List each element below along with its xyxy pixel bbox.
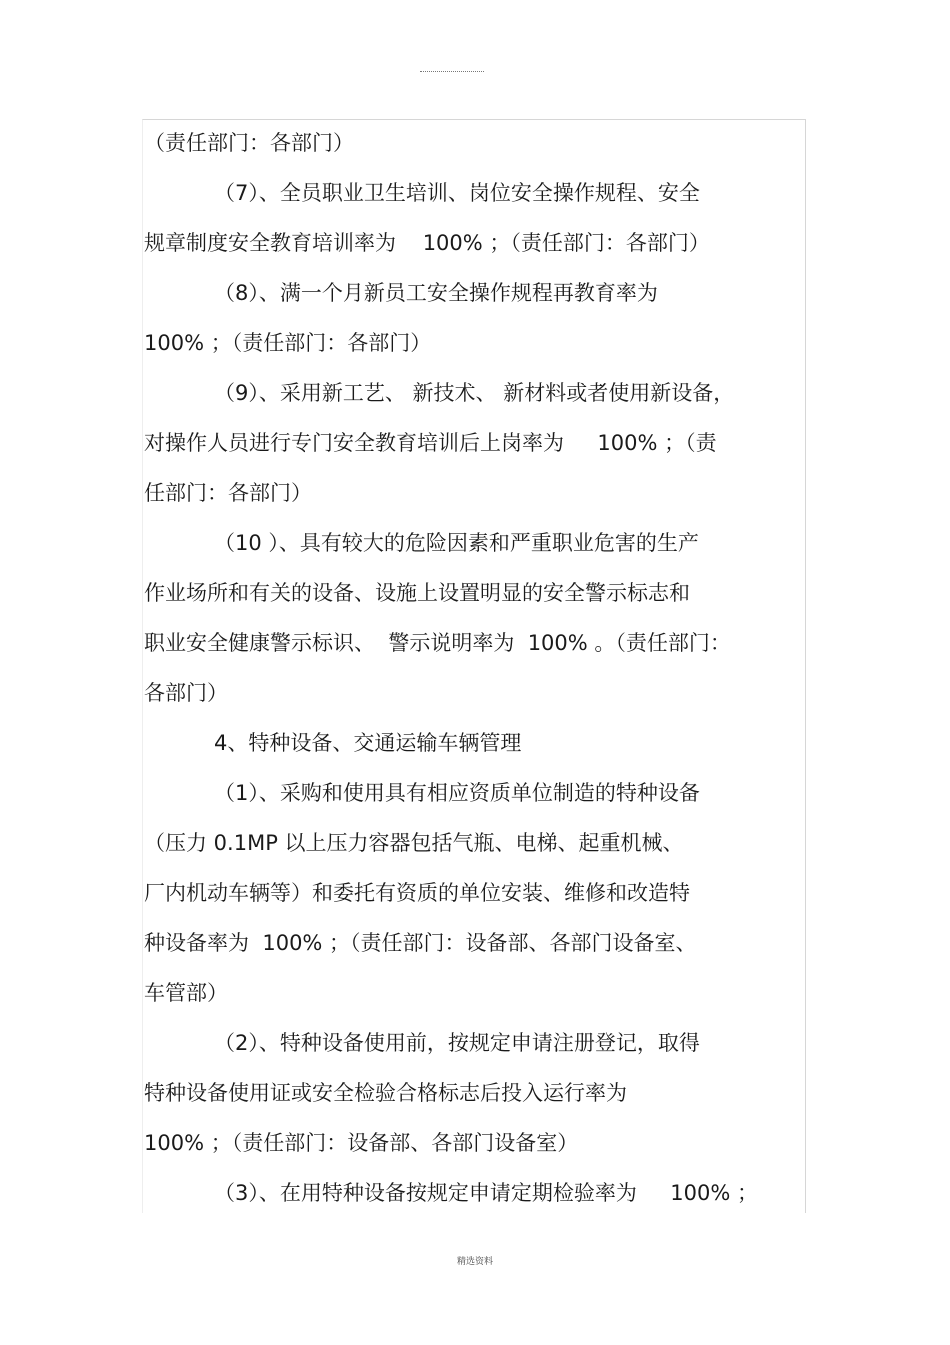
text-line: 特种设备使用证或安全检验合格标志后投入运行率为 [144, 1081, 627, 1105]
text-line: 作业场所和有关的设备、设施上设置明显的安全警示标志和 [144, 581, 690, 605]
text-line: 车管部） [144, 981, 228, 1005]
text-line: （1）、采购和使用具有相应资质单位制造的特种设备 [214, 781, 700, 805]
header-rule [420, 71, 484, 72]
text-line: 各部门） [144, 681, 228, 705]
text-line: （7）、全员职业卫生培训、岗位安全操作规程、安全 [214, 181, 700, 205]
text-line: （10 ）、具有较大的危险因素和严重职业危害的生产 [214, 531, 699, 555]
text-line: 厂内机动车辆等）和委托有资质的单位安装、维修和改造特 [144, 881, 690, 905]
text-line: （8）、满一个月新员工安全操作规程再教育率为 [214, 281, 658, 305]
text-line: （压力 0.1MP 以上压力容器包括气瓶、电梯、起重机械、 [144, 831, 684, 855]
text-line: 种设备率为 100% ；（责任部门：设备部、各部门设备室、 [144, 931, 697, 955]
text-line: 100% ；（责任部门：各部门） [144, 331, 432, 355]
page-footer: 精选资料 [456, 1257, 493, 1267]
text-line: （2）、特种设备使用前，按规定申请注册登记，取得 [214, 1031, 700, 1055]
text-line: 任部门：各部门） [144, 481, 312, 505]
text-line: （9）、采用新工艺、 新技术、 新材料或者使用新设备， [214, 381, 735, 405]
text-line: 对操作人员进行专门安全教育培训后上岗率为 100% ；（责 [144, 431, 717, 455]
text-line: 规章制度安全教育培训率为 100% ；（责任部门：各部门） [144, 231, 710, 255]
text-line: （责任部门：各部门） [144, 131, 354, 155]
text-line: （3）、在用特种设备按规定申请定期检验率为 100% ； [214, 1181, 758, 1205]
section-heading: 4、特种设备、交通运输车辆管理 [214, 731, 522, 755]
text-line: 100% ；（责任部门：设备部、各部门设备室） [144, 1131, 579, 1155]
text-line: 职业安全健康警示标识、 警示说明率为 100% 。（责任部门： [144, 631, 731, 655]
